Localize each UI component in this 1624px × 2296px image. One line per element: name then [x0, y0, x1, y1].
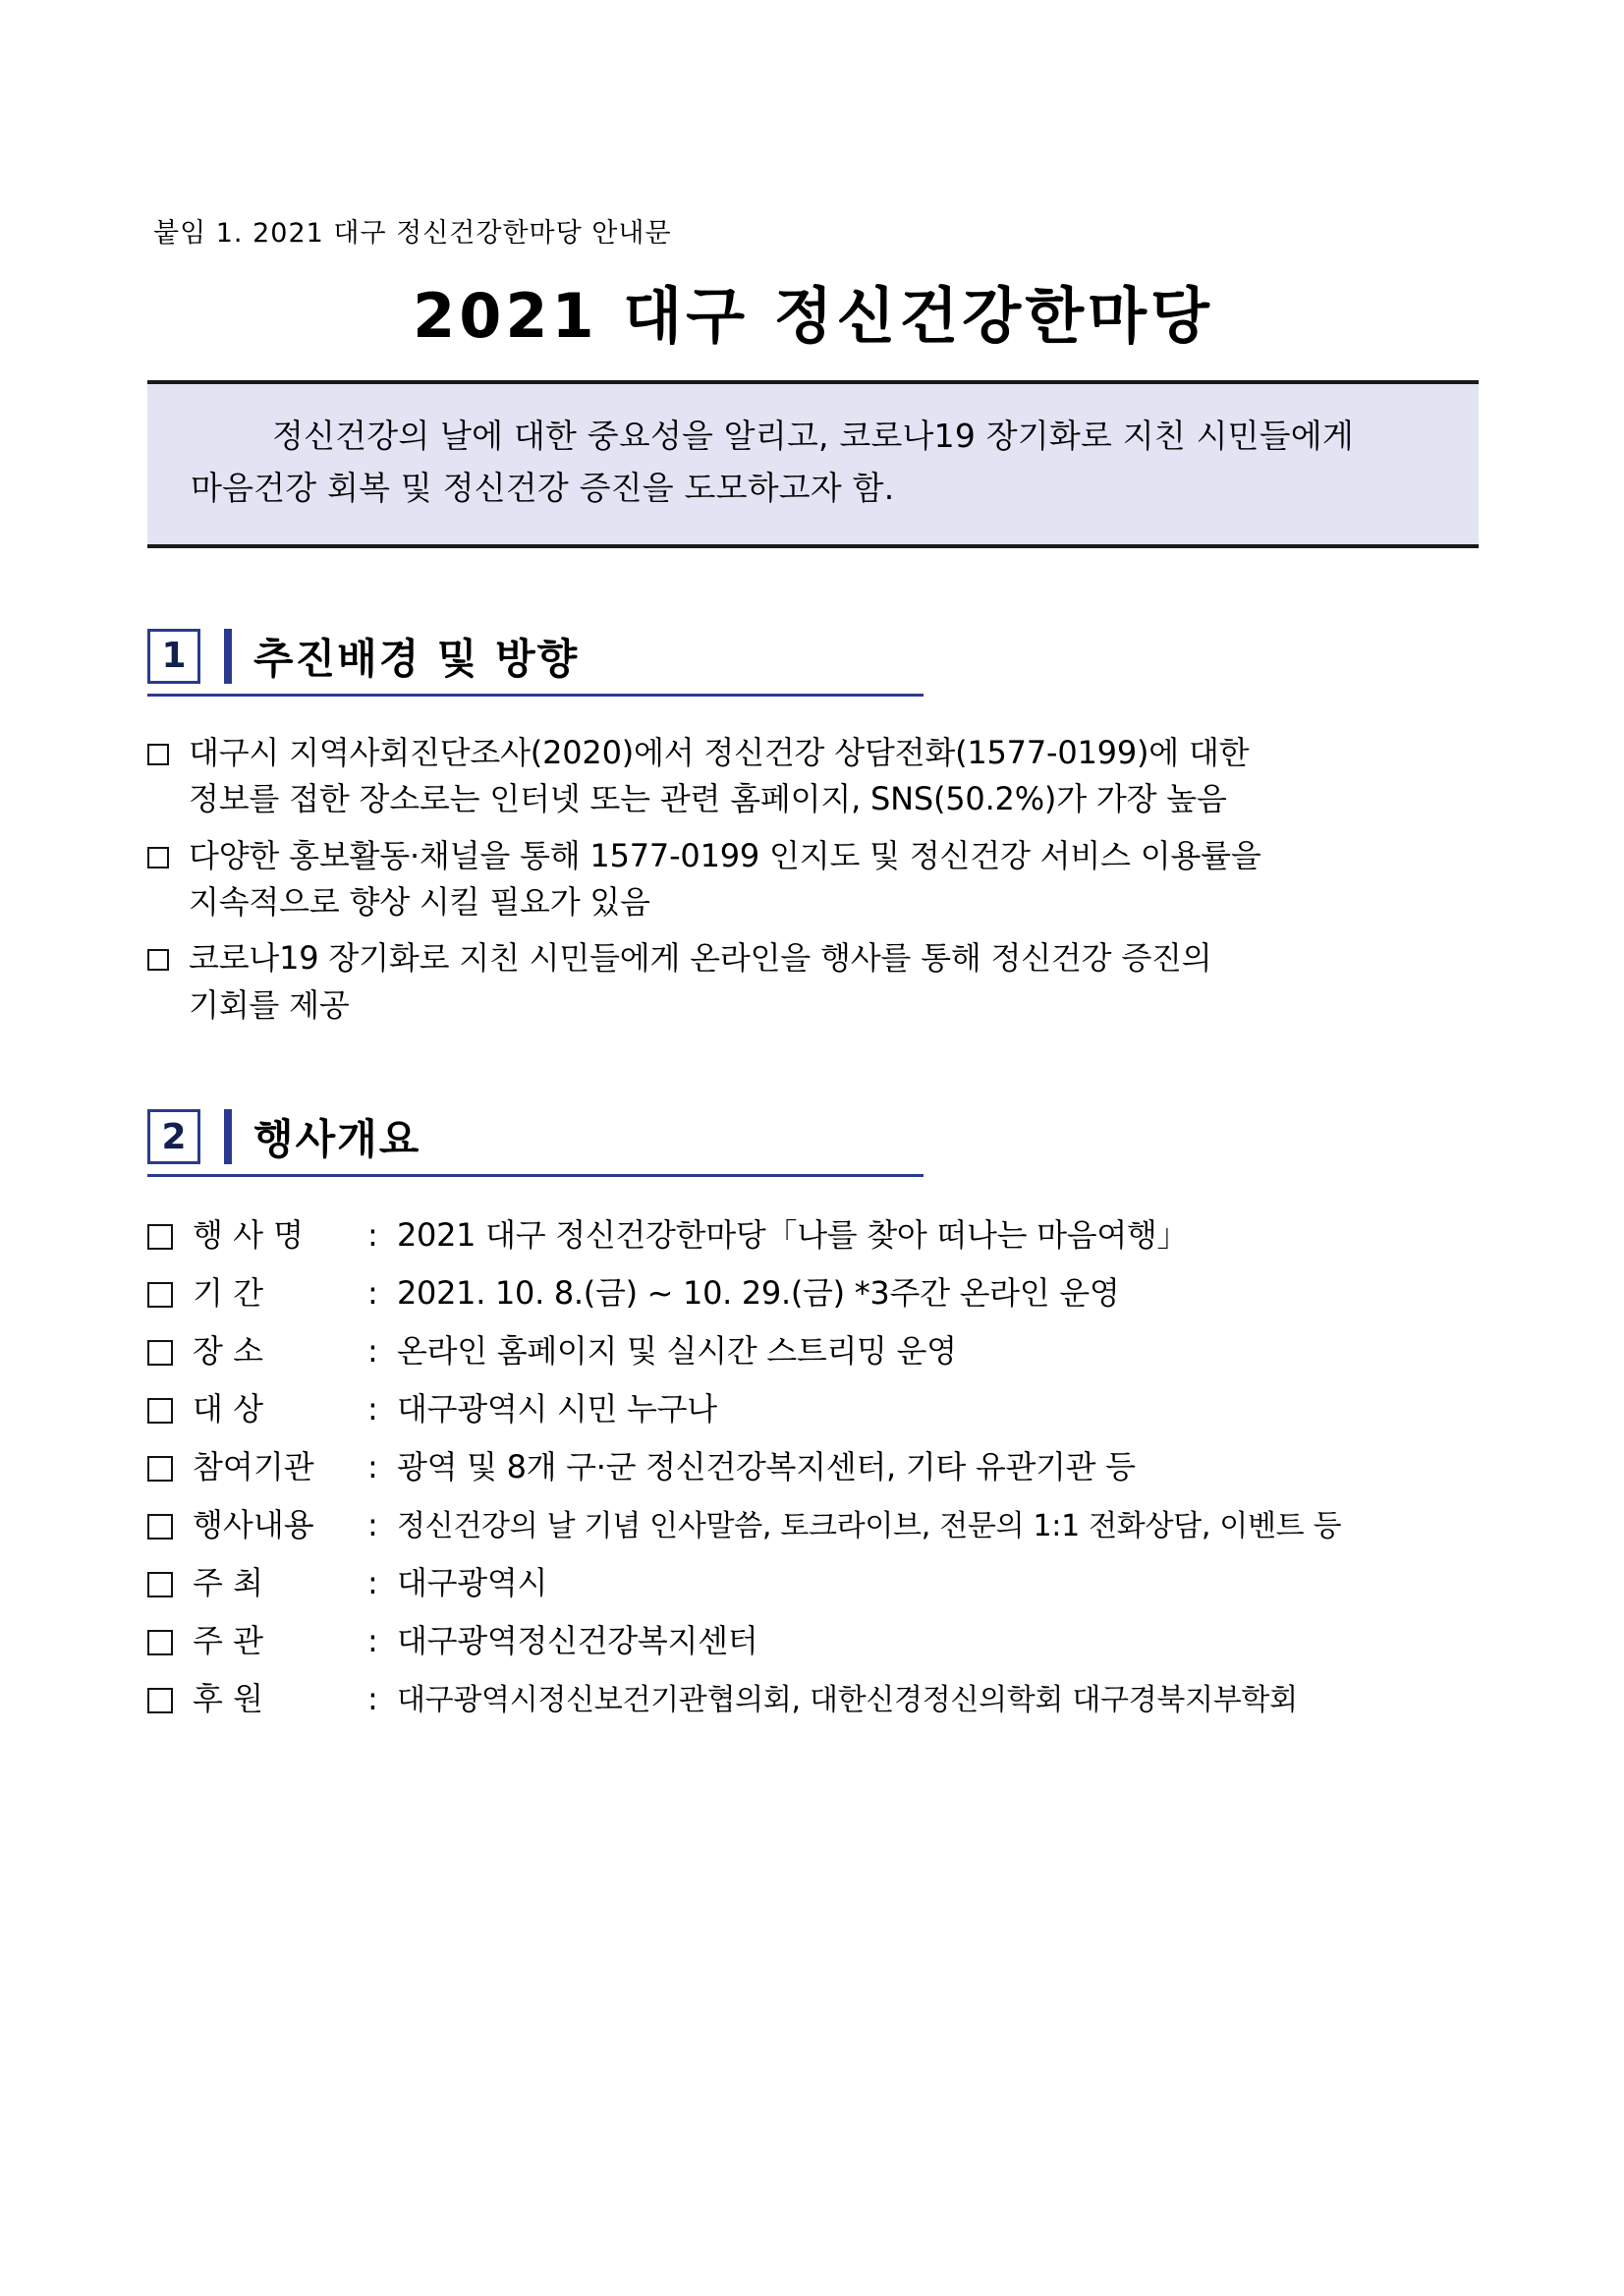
overview-separator: :: [367, 1274, 378, 1313]
section-1-bullets: [147, 730, 1479, 1029]
section-1-number: 1: [147, 629, 200, 684]
list-item: [147, 833, 1479, 926]
section-1-title: 추진배경 및 방향: [253, 634, 580, 683]
list-item: [147, 730, 1479, 823]
overview-key: 주 최: [193, 1564, 263, 1602]
list-item: [147, 1442, 1479, 1487]
purpose-line-2: 마음건강 회복 및 정신건강 증진을 도모하고자 함.: [191, 469, 895, 508]
overview-value: 대구광역정신건강복지센터: [397, 1622, 758, 1660]
checkbox-icon: [147, 1572, 173, 1597]
overview-value: 2021. 10. 8.(금) ~ 10. 29.(금) *3주간 온라인 운영: [397, 1274, 1120, 1313]
bullet-3-line-2: 기회를 제공: [189, 985, 350, 1024]
section-background: [147, 619, 1479, 1029]
checkbox-icon: [147, 1456, 173, 1482]
bullet-2-line-1: 다양한 홍보활동·채널을 통해 1577-0199 인지도 및 정신건강 서비스 이용률을: [189, 836, 1261, 874]
list-item: [147, 1384, 1479, 1429]
overview-key: 행 사 명: [193, 1216, 305, 1255]
overview-value: 광역 및 8개 구·군 정신건강복지센터, 기타 유관기관 등: [397, 1448, 1136, 1486]
checkbox-icon: [147, 1688, 173, 1713]
section-2-heading: [147, 1099, 1479, 1164]
checkbox-icon: [147, 1224, 173, 1250]
checkbox-icon: [147, 1282, 173, 1308]
overview-separator: :: [367, 1332, 378, 1371]
overview-key: 행사내용: [193, 1506, 314, 1544]
list-item: [147, 1558, 1479, 1603]
overview-value: 대구광역시정신보건기관협의회, 대한신경정신의학회 대구경북지부학회: [397, 1683, 1298, 1718]
checkbox-icon: [147, 1630, 173, 1655]
list-item: [147, 1674, 1479, 1719]
checkbox-icon: [147, 1514, 173, 1540]
checkbox-icon: [147, 1340, 173, 1366]
overview-key: 장 소: [193, 1332, 263, 1371]
checkbox-icon: [147, 744, 169, 765]
section-2-number: 2: [147, 1109, 200, 1164]
section-1-bar: [224, 629, 232, 684]
overview-list: [147, 1210, 1479, 1719]
document-content: [147, 211, 1479, 1732]
checkbox-icon: [147, 1398, 173, 1424]
list-item: [147, 1616, 1479, 1661]
overview-key: 주 관: [193, 1622, 263, 1660]
section-2-underline: [147, 1174, 924, 1177]
purpose-box: [147, 380, 1479, 548]
overview-separator: :: [367, 1680, 378, 1718]
bullet-1-line-1: 대구시 지역사회진단조사(2020)에서 정신건강 상담전화(1577-0199)에 대한: [189, 733, 1250, 771]
list-item: [147, 935, 1479, 1029]
bullet-3-line-1: 코로나19 장기화로 지친 시민들에게 온라인을 행사를 통해 정신건강 증진의: [189, 939, 1212, 978]
list-item: [147, 1326, 1479, 1372]
overview-value: 대구광역시: [397, 1564, 548, 1602]
list-item: [147, 1500, 1479, 1545]
overview-value: 정신건강의 날 기념 인사말씀, 토크라이브, 전문의 1:1 전화상담, 이벤트 등: [397, 1509, 1342, 1544]
overview-key: 참여기관: [193, 1448, 314, 1486]
section-2-bar: [224, 1109, 232, 1164]
overview-key: 대 상: [193, 1390, 263, 1428]
overview-separator: :: [367, 1622, 378, 1660]
overview-key: 기 간: [193, 1274, 263, 1313]
section-2-title: 행사개요: [253, 1115, 421, 1164]
checkbox-icon: [147, 949, 169, 971]
overview-separator: :: [367, 1390, 378, 1428]
bullet-2-line-2: 지속적으로 향상 시킬 필요가 있음: [189, 882, 650, 921]
checkbox-icon: [147, 847, 169, 868]
overview-separator: :: [367, 1564, 378, 1602]
bullet-1-line-2: 정보를 접한 장소로는 인터넷 또는 관련 홈페이지, SNS(50.2%)가 가장 높음: [189, 780, 1227, 818]
list-item: [147, 1210, 1479, 1256]
overview-separator: :: [367, 1448, 378, 1486]
overview-value: 2021 대구 정신건강한마당「나를 찾아 떠나는 마음여행」: [397, 1216, 1189, 1255]
overview-value: 대구광역시 시민 누구나: [397, 1390, 717, 1428]
overview-separator: :: [367, 1506, 378, 1544]
page-title: 2021 대구 정신건강한마당: [413, 280, 1213, 352]
overview-value: 온라인 홈페이지 및 실시간 스트리밍 운영: [397, 1332, 957, 1371]
section-1-underline: [147, 694, 924, 697]
section-1-heading: [147, 619, 1479, 684]
section-overview: [147, 1099, 1479, 1719]
overview-separator: :: [367, 1216, 378, 1255]
overview-key: 후 원: [193, 1680, 263, 1718]
purpose-line-1: 정신건강의 날에 대한 중요성을 알리고, 코로나19 장기화로 지친 시민들에게: [272, 417, 1354, 455]
list-item: [147, 1268, 1479, 1314]
attachment-label: 붙임 1. 2021 대구 정신건강한마당 안내문: [153, 218, 672, 249]
